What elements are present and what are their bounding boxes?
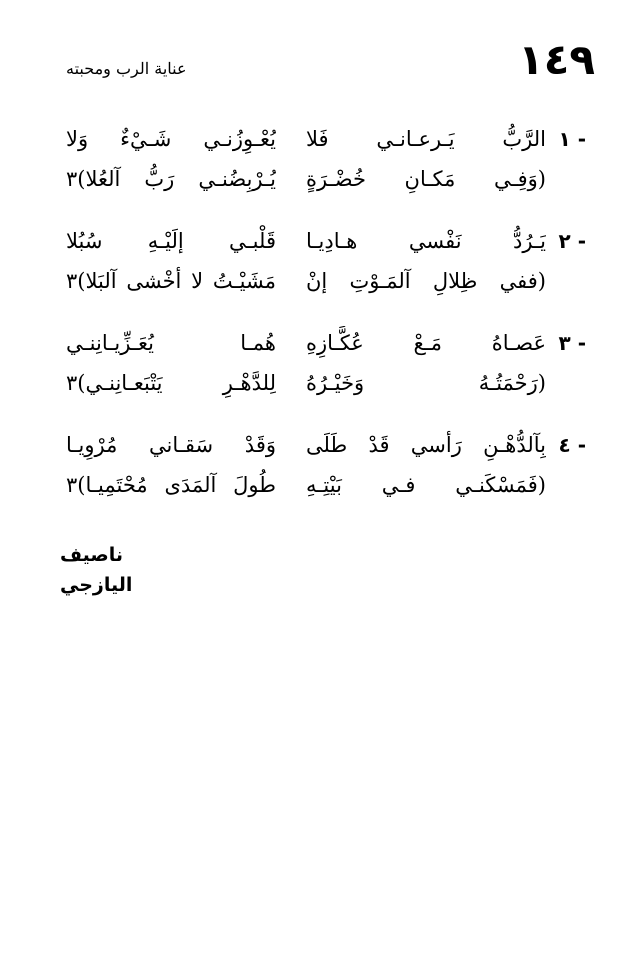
page-number: ١٤٩: [518, 35, 595, 84]
verse-left-hemistich: هُمـا يُعَـزِّيـانِنـي: [66, 331, 276, 355]
verse-right-hemistich: (وَفِـي مَكـانِ خُضْـرَةٍ: [306, 167, 546, 191]
verse-left-hemistich: قَلْبـي إلَيْـهِ سُبُلا: [66, 229, 276, 253]
verse-right-hemistich: يَـرُدُّ نَفْسي هـادِيـا: [306, 229, 546, 253]
verse-right-hemistich: الرَّبُّ يَـرعـانـي فَلا: [306, 127, 546, 151]
stanza-number: ٢ -: [558, 229, 586, 253]
verse-right-hemistich: (رَحْمَتُـهُ وَخَيْـرُهُ: [306, 371, 546, 395]
stanza-number: ١ -: [558, 127, 586, 151]
stanza-3: [0, 326, 640, 406]
stanza-number: ٤ -: [558, 433, 586, 457]
stanza-number: ٣ -: [558, 331, 586, 355]
verse-right-hemistich: عَصـاهُ مَـعْ عُكَّـازِهِ: [306, 331, 546, 355]
verse-left-hemistich: لِلدَّهْـرِ يَتْبَعـانِنـي)٣: [66, 371, 276, 395]
verse-right-hemistich: (ففي ظِلالِ آلمَـوْتِ إنْ: [306, 269, 546, 293]
stanza-2: [0, 224, 640, 304]
verse-left-hemistich: يُعْـوِزُنـي شَـيْءٌ وَلا: [66, 127, 276, 151]
author-name: ناصيف اليازجي: [60, 544, 133, 596]
verse-left-hemistich: وَقَدْ سَقـاني مُرْوِيـا: [66, 433, 276, 457]
verse-left-hemistich: مَشَيْـتُ لا أخْشى آلبَلا)٣: [66, 269, 276, 293]
verse-right-hemistich: بِآلدُّهْـنِ رَأسي قَدْ طَلَى: [306, 433, 546, 457]
running-header: عناية الرب ومحبته: [66, 59, 187, 78]
verse-left-hemistich: طُولَ آلمَدَى مُحْتَمِيـا)٣: [66, 473, 276, 497]
verse-left-hemistich: يُـرْبِضُنـي رَبُّ آلعُلا)٣: [66, 167, 276, 191]
stanza-4: [0, 428, 640, 508]
stanza-1: [0, 122, 640, 202]
verse-right-hemistich: (فَمَسْكَنـي فـي بَيْتِـهِ: [306, 473, 546, 497]
